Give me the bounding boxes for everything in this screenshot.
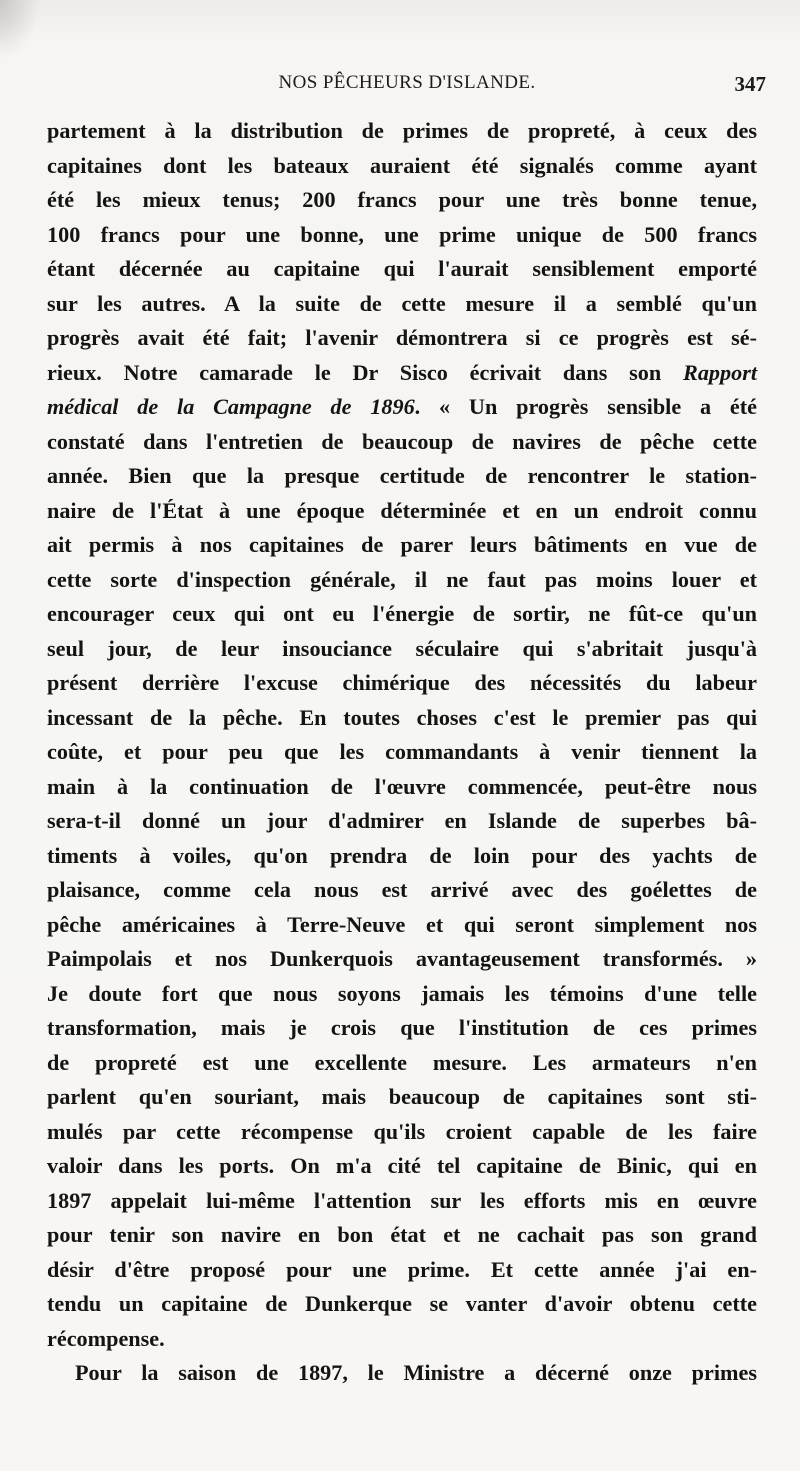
- text-line: 1897 appelait lui-même l'attention sur les efforts mis en œuvre: [47, 1187, 757, 1213]
- text-line: sur les autres. A la suite de cette mesure il a semblé qu'un: [47, 290, 757, 316]
- text-line: partement à la distribution de primes de propreté, à ceux des: [47, 118, 757, 143]
- text-line: Je doute fort que nous soyons jamais les témoins d'une telle: [47, 980, 757, 1006]
- text-line: année. Bien que la presque certitude de rencontrer le station-: [47, 463, 757, 488]
- text-line: seul jour, de leur insouciance séculaire qui s'abritait jusqu'à: [47, 635, 757, 661]
- text-line: pêche américaines à Terre-Neuve et qui seront simplement nos: [47, 911, 757, 937]
- text-line: encourager ceux qui ont eu l'énergie de sortir, ne fût-ce qu'un: [47, 601, 757, 626]
- scan-edge-shadow: [0, 0, 40, 60]
- text-line: Paimpolais et nos Dunkerquois avantageusement transformés. »: [47, 946, 757, 971]
- text-line: progrès avait été fait; l'avenir démontrera si ce progrès est sé-: [47, 325, 757, 350]
- text-line: incessant de la pêche. En toutes choses c'est le premier pas qui: [47, 704, 757, 730]
- text-line: naire de l'État à une époque déterminée et en un endroit connu: [47, 497, 757, 523]
- text-line: coûte, et pour peu que les commandants à venir tiennent la: [47, 739, 757, 764]
- text-line: cette sorte d'inspection générale, il ne faut pas moins louer et: [47, 566, 757, 592]
- text-line-with-italic: [47, 390, 757, 425]
- text-line: pour tenir son navire en bon état et ne cachait pas son grand: [47, 1222, 757, 1247]
- italic-title: médical de la Campagne de 1896: [47, 394, 415, 419]
- text-line: 100 francs pour une bonne, une prime unique de 500 francs: [47, 221, 757, 247]
- text-line: étant décernée au capitaine qui l'aurait sensiblement emporté: [47, 256, 757, 281]
- running-head: [48, 72, 766, 102]
- text-line: main à la continuation de l'œuvre commencée, peut-être nous: [47, 773, 757, 799]
- text-line: présent derrière l'excuse chimérique des nécessités du labeur: [47, 670, 757, 695]
- text-line: constaté dans l'entretien de beaucoup de navires de pêche cette: [47, 428, 757, 454]
- text-line: été les mieux tenus; 200 francs pour une très bonne tenue,: [47, 187, 757, 212]
- text-line: ait permis à nos capitaines de parer leurs bâtiments en vue de: [47, 532, 757, 557]
- text-line: plaisance, comme cela nous est arrivé avec des goélettes de: [47, 877, 757, 902]
- page-number: 347: [734, 72, 766, 96]
- text-line: tendu un capitaine de Dunkerque se vanter d'avoir obtenu cette: [47, 1291, 757, 1316]
- text-line: transformation, mais je crois que l'institution de ces primes: [47, 1015, 757, 1040]
- text-line: valoir dans les ports. On m'a cité tel capitaine de Binic, qui en: [47, 1153, 757, 1178]
- text-line-with-italic: [47, 356, 757, 391]
- text-line-paragraph-start: Pour la saison de 1897, le Ministre a décerné onze primes: [75, 1360, 757, 1385]
- text-line: timents à voiles, qu'on prendra de loin pour des yachts de: [47, 842, 757, 868]
- body-text: [47, 114, 757, 1391]
- text-line: de propreté est une excellente mesure. Les armateurs n'en: [47, 1049, 757, 1075]
- running-title: NOS PÊCHEURS D'ISLANDE.: [278, 72, 536, 93]
- italic-title-word: Rapport: [683, 359, 757, 385]
- text-line: désir d'être proposé pour une prime. Et cette année j'ai en-: [47, 1256, 757, 1282]
- text-line: capitaines dont les bateaux auraient été signalés comme ayant: [47, 152, 757, 178]
- text-line-paragraph-end: récompense.: [47, 1325, 165, 1351]
- text-line: parlent qu'en souriant, mais beaucoup de capitaines sont sti-: [47, 1084, 757, 1109]
- text-line: sera-t-il donné un jour d'admirer en Islande de superbes bâ-: [47, 808, 757, 833]
- line-text: . « Un progrès sensible a été: [414, 394, 757, 419]
- line-text: rieux. Notre camarade le Dr Sisco écrivait dans son: [47, 359, 684, 385]
- text-line: mulés par cette récompense qu'ils croient capable de les faire: [47, 1118, 757, 1144]
